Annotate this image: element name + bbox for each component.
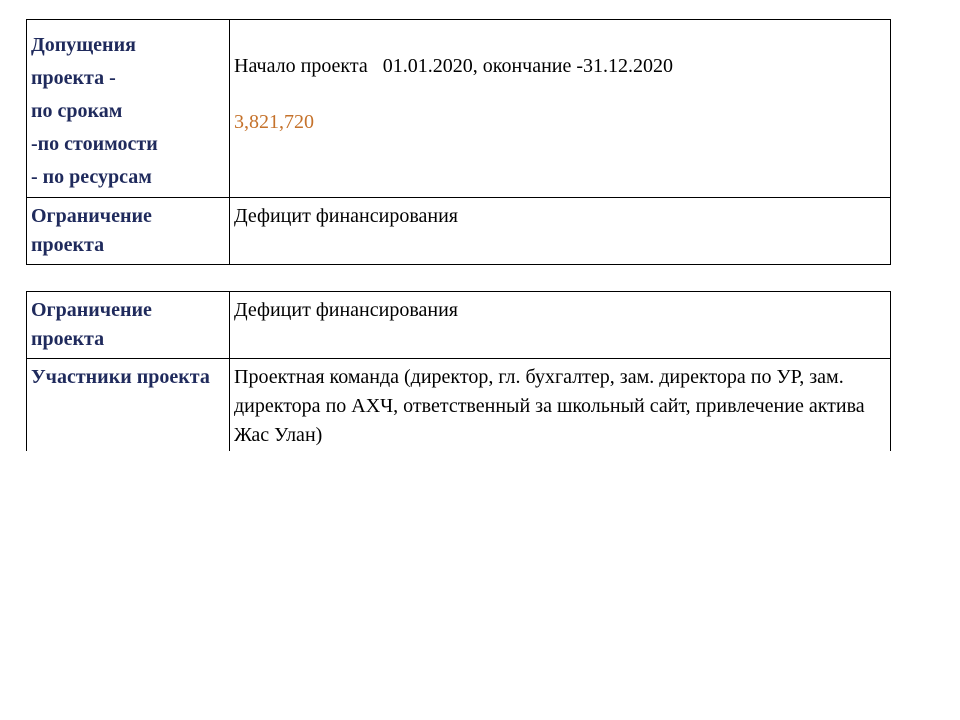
assumptions-label-line: -по стоимости [31,133,158,155]
project-participants-table [26,291,891,451]
constraint-row [27,198,891,265]
participants-label: Участники проекта [27,359,230,452]
assumptions-label-line: по срокам [31,100,123,122]
constraint-value: Дефицит финансирования [230,198,891,265]
participants-value: Проектная команда (директор, гл. бухгалтер, зам. директора по УР, зам. директора по АХЧ, ответственный за школьный сайт, привлечение актива Жас Улан) [230,359,891,452]
constraint-label: Ограничение проекта [27,198,230,265]
assumptions-label-line: Допущения [31,34,136,56]
constraint-label: Ограничение проекта [27,292,230,359]
assumptions-row [27,20,891,198]
participants-row [27,359,891,452]
assumptions-label-cell [27,20,230,198]
constraint-row [27,292,891,359]
spacer [234,81,890,108]
budget-value: 3,821,720 [234,111,314,133]
assumptions-label-line: - по ресурсам [31,166,152,188]
constraint-value: Дефицит финансирования [230,292,891,359]
schedule-text: Начало проекта 01.01.2020, окончание -31.12.2020 [234,55,674,77]
project-assumptions-table [26,19,891,265]
assumptions-value-cell [230,20,891,198]
assumptions-label-line: проекта - [31,67,116,89]
